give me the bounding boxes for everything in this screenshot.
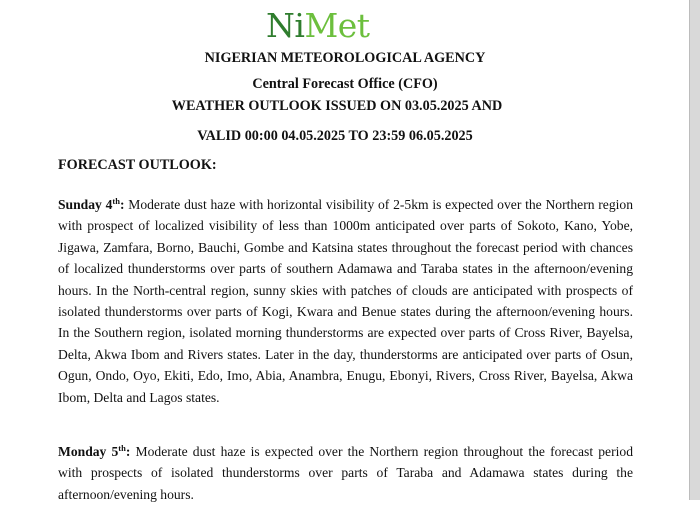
day-label: Sunday 4th: [58, 196, 125, 212]
day-label: Monday 5th: [58, 443, 131, 459]
nimet-logo [266, 6, 370, 46]
agency-name: NIGERIAN METEOROLOGICAL AGENCY [204, 50, 486, 66]
logo-met: Met [304, 6, 370, 45]
valid-line: VALID 00:00 04.05.2025 TO 23:59 06.05.2025 [197, 128, 473, 144]
issued-line: WEATHER OUTLOOK ISSUED ON 03.05.2025 AND [171, 98, 503, 114]
paragraph-text: Moderate dust haze with horizontal visibility of 2-5km is expected over the Northern region with prospect of localized visibility of less than 1000m anticipated over parts of Sokoto, Kano, Yobe, Jigawa, Zamfara, Borno, Bauchi, Gombe and Katsina states throughout the forecast period with chances of localized thunderstorms over parts of southern Adamawa and Taraba states in the afternoon/evening hours. In the North-central region, sunny skies with patches of clouds are anticipated with prospects of isolated thunderstorms over parts of Kogi, Kwara and Benue states during the afternoon/evening hours. In the Southern region, isolated morning thunderstorms are expected over parts of Cross River, Bayelsa, Delta, Akwa Ibom and Rivers states. Later in the day, thunderstorms are anticipated over parts of Osun, Ogun, Ondo, Oyo, Ekiti, Edo, Imo, Abia, Anambra, Enugu, Ebonyi, Rivers, Cross River, Bayelsa, Akwa Ibom, Delta and Lagos states. [58, 197, 633, 405]
forecast-paragraph-sunday [58, 194, 633, 408]
office-name: Central Forecast Office (CFO) [252, 76, 438, 92]
viewer-scroll-edge[interactable] [689, 0, 700, 500]
forecast-paragraph-monday [58, 441, 633, 505]
paragraph-text: Moderate dust haze is expected over the Northern region throughout the forecast period with prospects of isolated thunderstorms over parts of Taraba and Adamawa states during the afternoon/evening hours. [58, 444, 633, 502]
section-title: FORECAST OUTLOOK: [58, 157, 217, 173]
logo-ni: Ni [266, 6, 305, 45]
